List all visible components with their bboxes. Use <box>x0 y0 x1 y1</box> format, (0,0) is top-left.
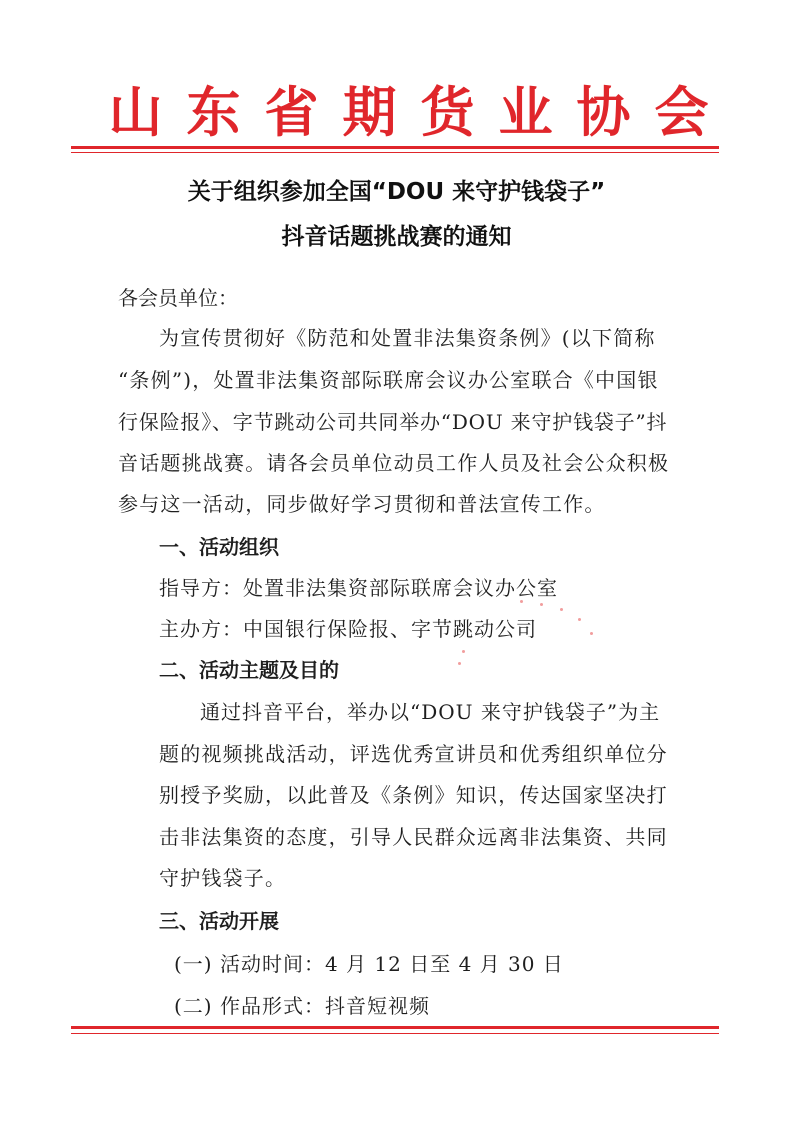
footer-rule-thick <box>71 1026 719 1029</box>
section-3-line-2: (二) 作品形式：抖音短视频 <box>174 994 430 1018</box>
notice-title-line-1: 关于组织参加全国“DOU 来守护钱袋子” <box>187 179 606 205</box>
footer-rule-thin <box>71 1033 719 1034</box>
section-2-line-3: 别授予奖励，以此普及《条例》知识，传达国家坚决打 <box>159 783 668 807</box>
section-2-line-1: 通过抖音平台，举办以“DOU 来守护钱袋子”为主 <box>200 700 661 724</box>
letterhead-rule-thin <box>71 152 719 153</box>
section-2-line-5: 守护钱袋子。 <box>159 866 287 890</box>
section-2-heading: 二、活动主题及目的 <box>159 658 339 682</box>
section-3-line-1: (一) 活动时间：4 月 12 日至 4 月 30 日 <box>174 952 564 976</box>
section-1-line-1: 指导方：处置非法集资部际联席会议办公室 <box>159 576 558 600</box>
letterhead-title: 山东省期货业协会 <box>108 80 733 144</box>
letterhead-rule-thick <box>71 146 719 149</box>
intro-line-5: 参与这一活动，同步做好学习贯彻和普法宣传工作。 <box>118 492 606 516</box>
salutation: 各会员单位： <box>118 286 238 310</box>
intro-line-3: 行保险报》、字节跳动公司共同举办“DOU 来守护钱袋子”抖 <box>118 410 668 434</box>
intro-line-4: 音话题挑战赛。请各会员单位动员工作人员及社会公众积极 <box>118 451 670 475</box>
section-1-heading: 一、活动组织 <box>159 535 279 559</box>
section-3-heading: 三、活动开展 <box>159 909 279 933</box>
section-1-line-2: 主办方：中国银行保险报、字节跳动公司 <box>159 617 537 641</box>
intro-line-1: 为宣传贯彻好《防范和处置非法集资条例》(以下简称 <box>159 326 656 350</box>
section-2-line-4: 击非法集资的态度，引导人民群众远离非法集资、共同 <box>159 825 668 849</box>
notice-title-line-2: 抖音话题挑战赛的通知 <box>281 224 512 250</box>
section-2-line-2: 题的视频挑战活动，评选优秀宣讲员和优秀组织单位分 <box>159 742 668 766</box>
intro-line-2: “条例”)，处置非法集资部际联席会议办公室联合《中国银 <box>118 368 659 392</box>
